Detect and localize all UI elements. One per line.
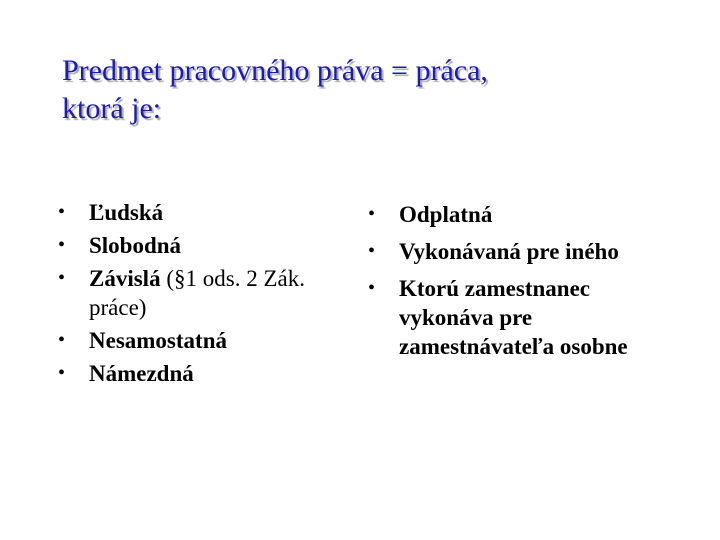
list-item-text: Vykonávaná pre iného (399, 239, 619, 264)
bullet-icon: • (58, 362, 66, 384)
list-item-text: Ktorú zamestnanec vykonáva pre zamestnávateľa osobne (399, 276, 628, 359)
bullet-icon: • (58, 234, 66, 256)
bullet-icon: • (368, 277, 376, 299)
list-item-text: Nesamostatná (89, 328, 227, 353)
bullet-icon: • (368, 240, 376, 262)
list-item-text: Závislá (89, 266, 161, 291)
slide-title (62, 52, 682, 128)
list-item (58, 231, 368, 260)
list-item-text: Slobodná (89, 233, 182, 258)
bullet-icon: • (368, 203, 376, 225)
left-bullet-list (58, 198, 368, 392)
bullet-icon: • (58, 267, 66, 289)
list-item-text: Odplatná (399, 202, 493, 227)
slide-title-line-2: ktorá je: (62, 92, 162, 125)
bullet-icon: • (58, 201, 66, 223)
list-item-reference: (§1 ods. 2 Zák. práce) (89, 266, 305, 320)
list-item-text: Námezdná (89, 361, 194, 386)
list-item (368, 274, 668, 361)
list-item (368, 237, 668, 266)
list-item (58, 198, 368, 227)
list-item-text: Ľudská (89, 200, 164, 225)
list-item (58, 359, 368, 388)
right-bullet-list (368, 200, 668, 369)
bullet-icon: • (58, 329, 66, 351)
slide-title-line-1: Predmet pracovného práva = práca, (62, 54, 488, 87)
list-item (368, 200, 668, 229)
list-item (58, 326, 368, 355)
list-item (58, 264, 368, 322)
